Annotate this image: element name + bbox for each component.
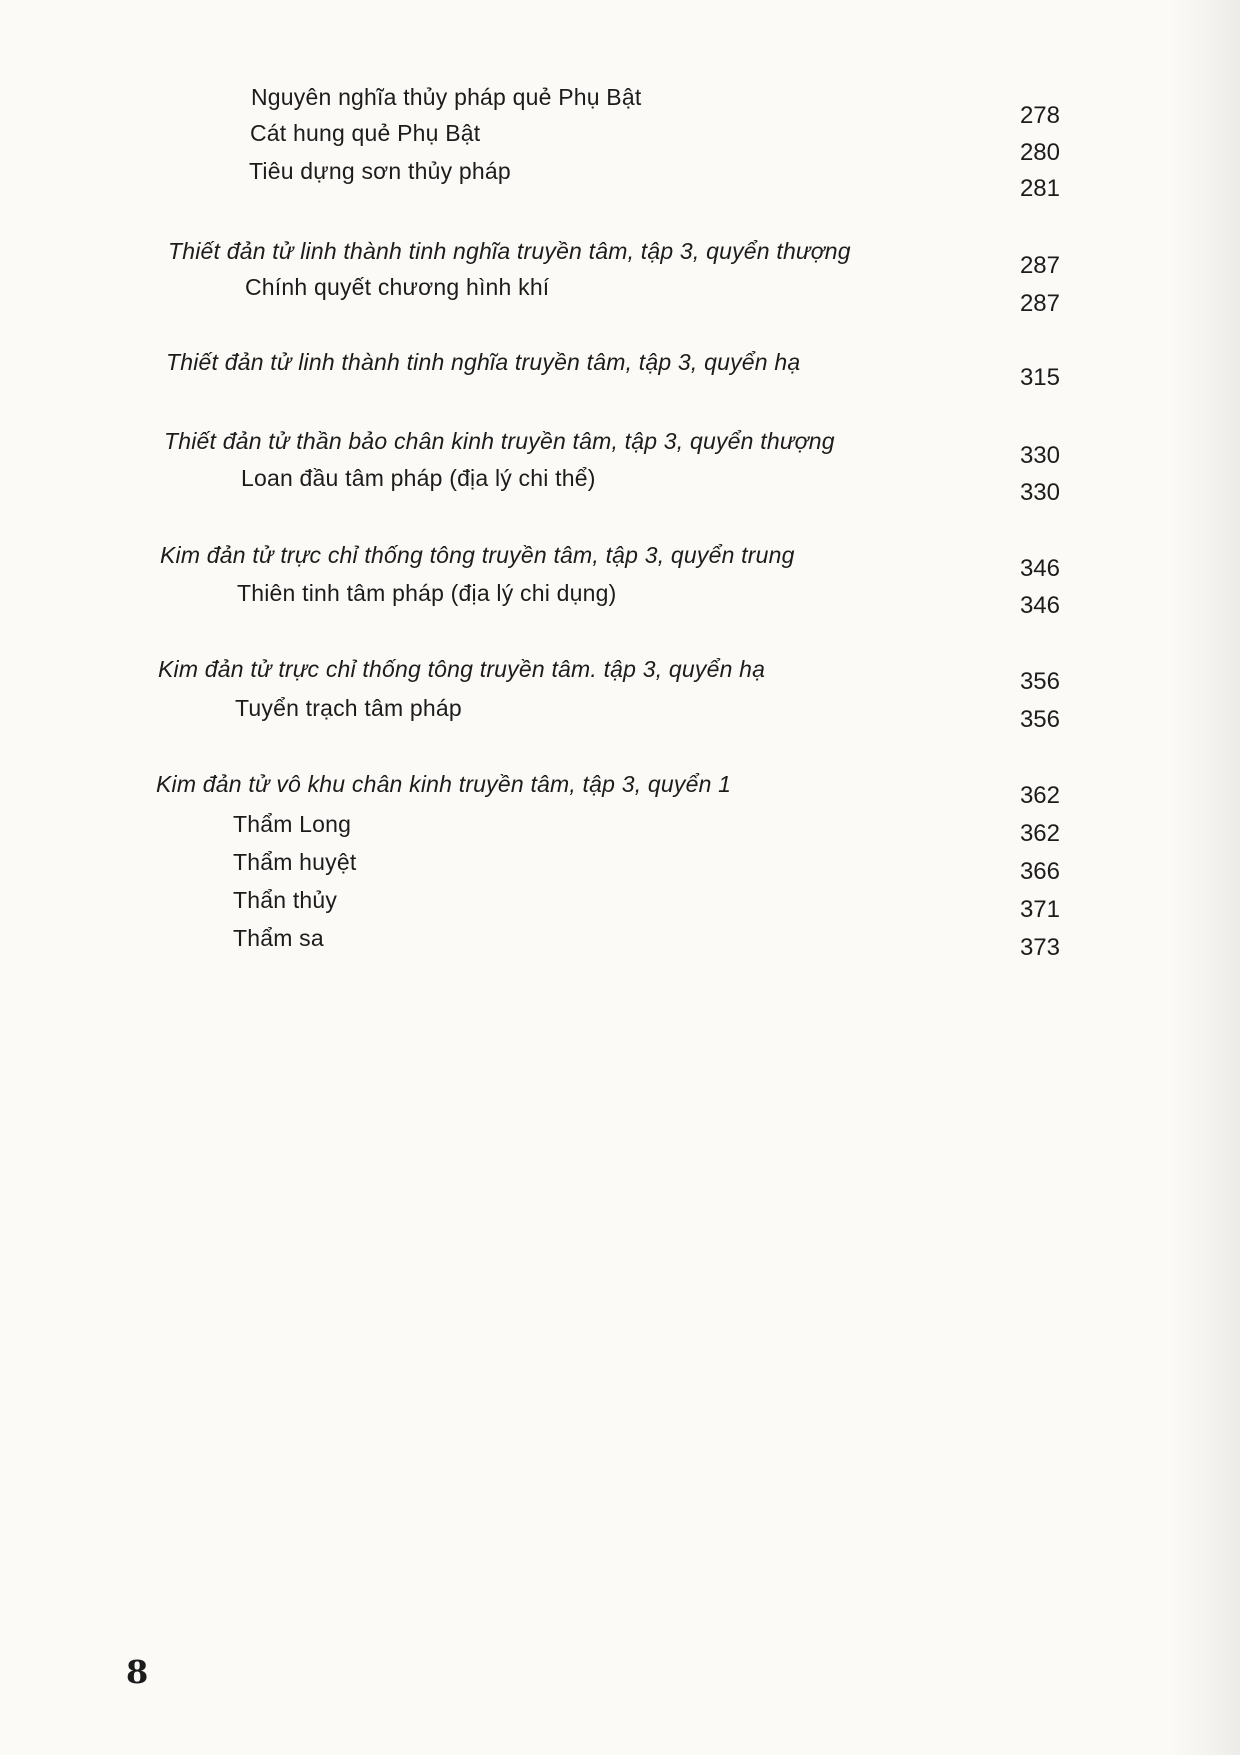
toc-entry-title: Thiên tinh tâm pháp (địa lý chi dụng) — [237, 580, 617, 606]
toc-section-page: 287 — [1019, 252, 1060, 279]
toc-entry-page: 281 — [1019, 175, 1060, 202]
toc-section-page: 362 — [1019, 782, 1060, 809]
toc-entry-title: Thẩm sa — [233, 925, 324, 951]
toc-entry-page: 371 — [1019, 896, 1060, 923]
toc-entry-title: Tiêu dựng sơn thủy pháp — [249, 158, 511, 184]
toc-entry-page: 362 — [1019, 820, 1060, 847]
toc-entry-page: 330 — [1019, 479, 1060, 506]
toc-section-page: 346 — [1019, 555, 1060, 582]
toc-section-page: 315 — [1019, 364, 1060, 391]
toc-section-title: Kim đản tử trực chỉ thống tông truyền tâm, tập 3, quyển trung — [160, 542, 795, 568]
scan-shadow — [1170, 0, 1240, 1755]
toc-section-title: Thiết đản tử linh thành tinh nghĩa truyền tâm, tập 3, quyển hạ — [166, 349, 801, 375]
toc-entry-page: 278 — [1019, 102, 1060, 129]
toc-section-title: Thiết đản tử thần bảo chân kinh truyền tâm, tập 3, quyển thượng — [164, 428, 835, 454]
toc-entry-title: Tuyển trạch tâm pháp — [235, 695, 462, 721]
page-number: 8 — [126, 1653, 149, 1691]
toc-entry-page: 356 — [1019, 706, 1060, 733]
toc-entry-page: 287 — [1019, 290, 1060, 317]
toc-entry-title: Thẩm Long — [233, 811, 352, 837]
toc-entry-page: 346 — [1019, 592, 1060, 619]
toc-entry-page: 280 — [1019, 139, 1060, 166]
toc-entry-page: 366 — [1019, 858, 1060, 885]
toc-entry-title: Thẩm huyệt — [233, 849, 357, 875]
toc-section-title: Thiết đản tử linh thành tinh nghĩa truyền tâm, tập 3, quyển thượng — [168, 238, 851, 264]
toc-section-title: Kim đản tử trực chỉ thống tông truyền tâm. tập 3, quyển hạ — [158, 656, 766, 682]
toc-entry-title: Chính quyết chương hình khí — [245, 274, 550, 300]
toc-entry-title: Thẩn thủy — [233, 887, 338, 913]
toc-entry-title: Nguyên nghĩa thủy pháp quẻ Phụ Bật — [251, 84, 642, 110]
toc-section-page: 356 — [1019, 668, 1060, 695]
toc-entry-title: Cát hung quẻ Phụ Bật — [250, 120, 481, 146]
toc-entry-page: 373 — [1019, 934, 1060, 961]
toc-section-title: Kim đản tử vô khu chân kinh truyền tâm, tập 3, quyển 1 — [156, 771, 732, 797]
toc-entry-title: Loan đầu tâm pháp (địa lý chi thể) — [241, 465, 596, 491]
toc-section-page: 330 — [1019, 442, 1060, 469]
